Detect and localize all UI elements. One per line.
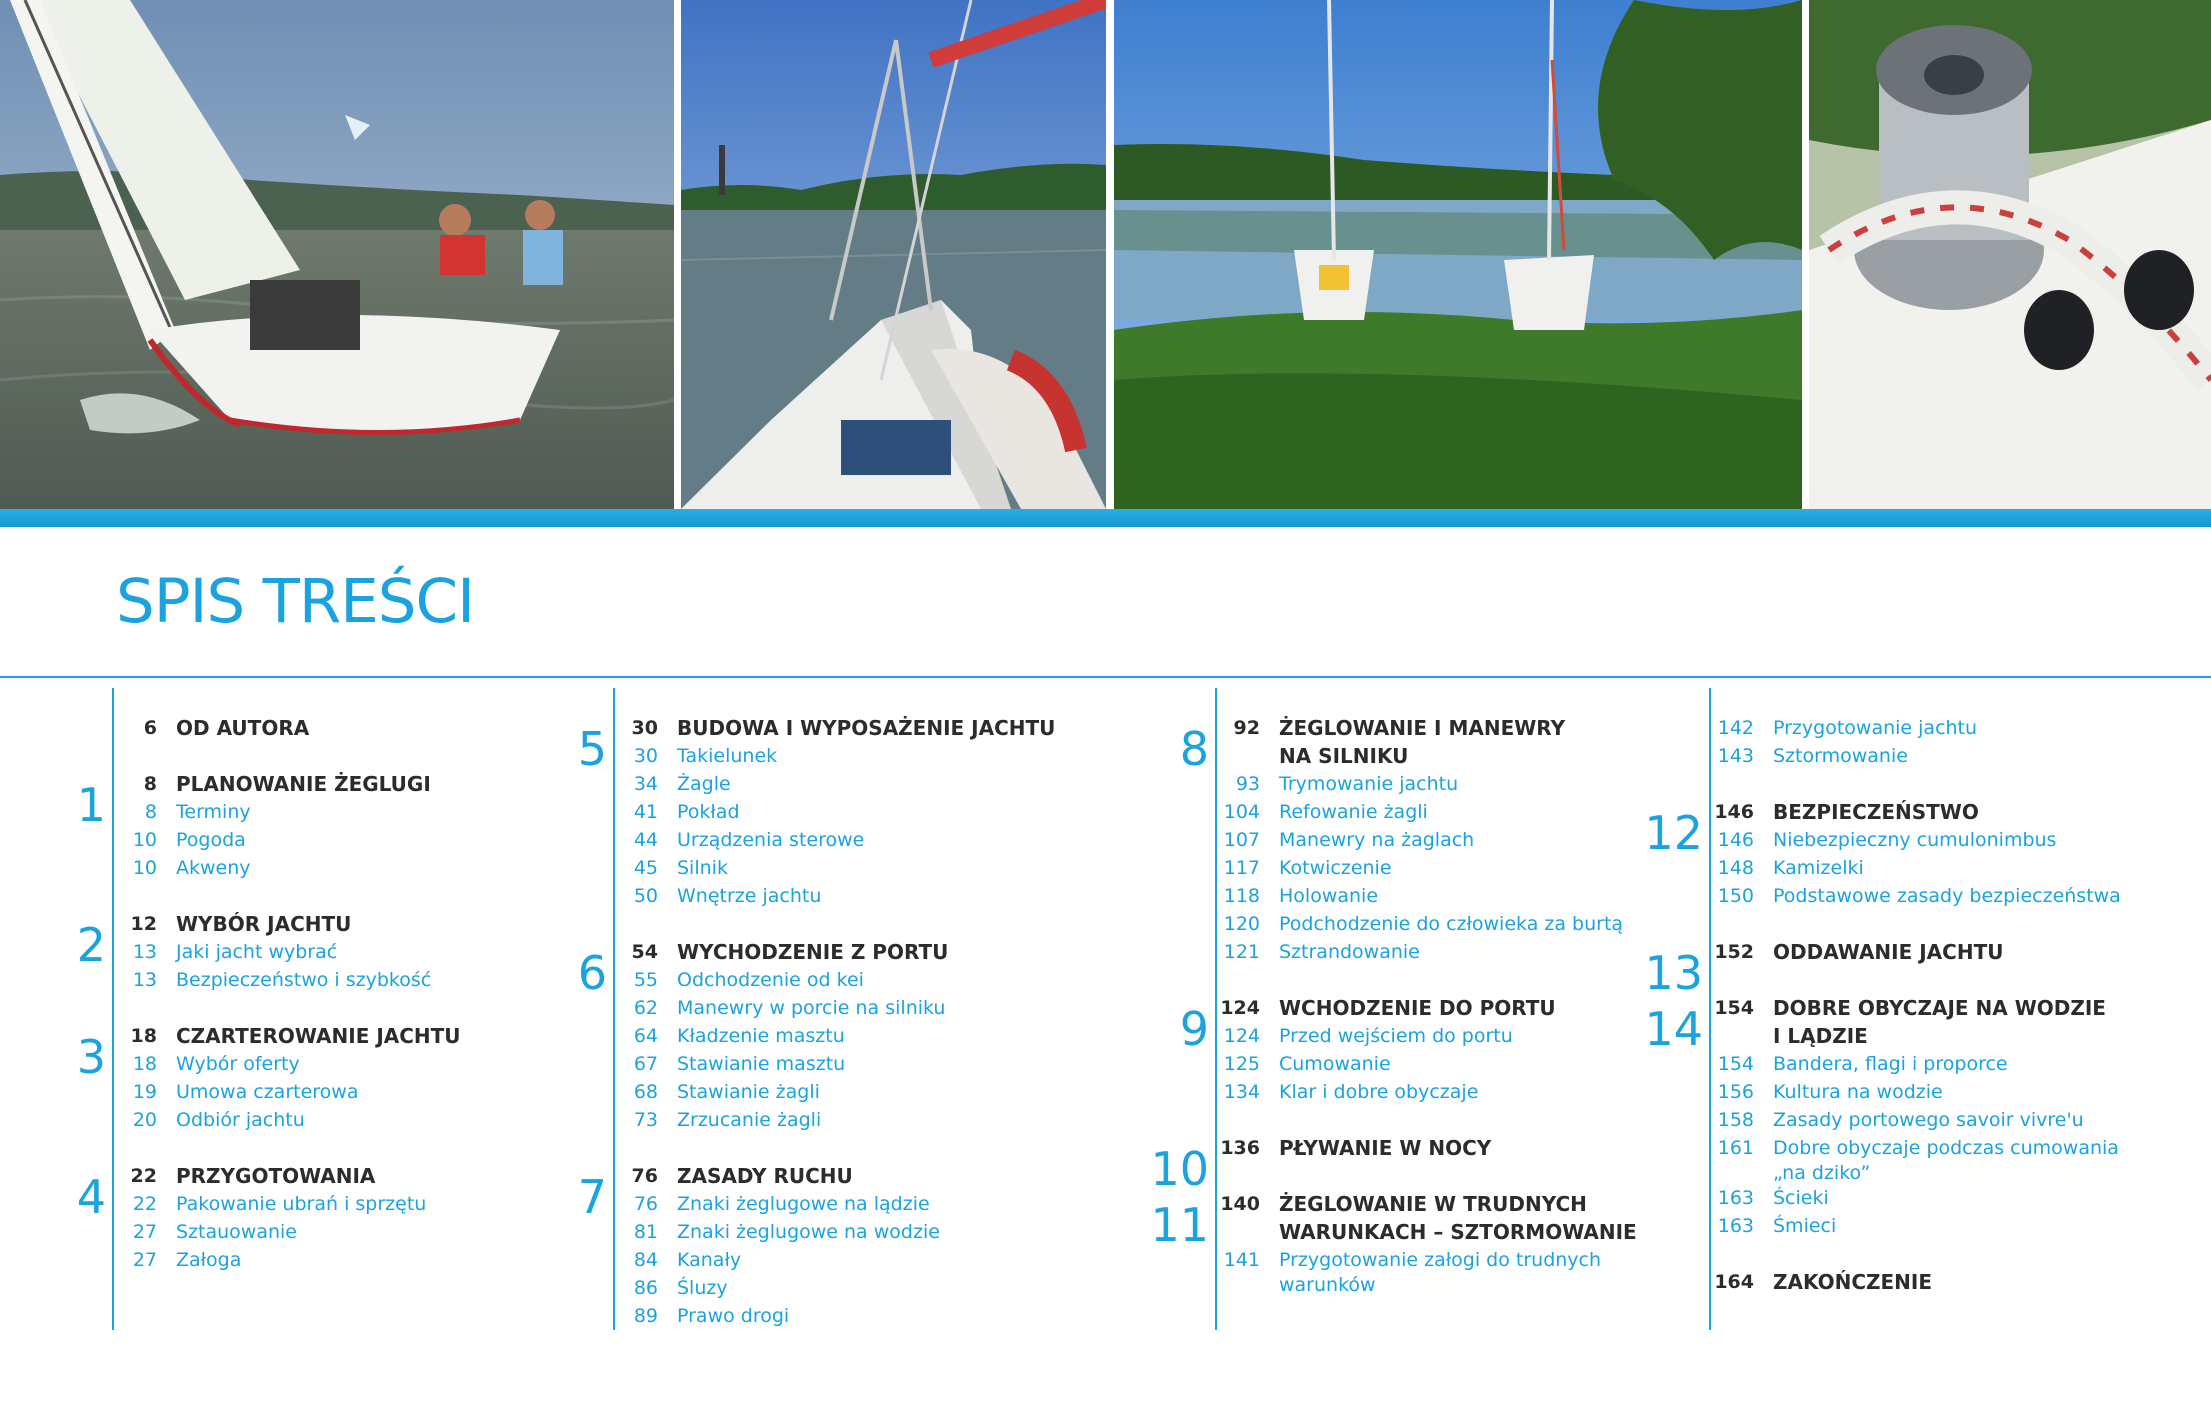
entry-label: Śluzy: [677, 1277, 728, 1299]
entry-label: Odchodzenie od kei: [677, 969, 864, 991]
page-number: 141: [1223, 1249, 1260, 1271]
page-number: 136: [1220, 1137, 1260, 1159]
toc-column-1: [76, 688, 612, 1330]
entry-label: Kładzenie masztu: [677, 1025, 845, 1047]
page-number: 124: [1223, 1025, 1260, 1047]
page-number: 54: [631, 941, 658, 963]
page-number: 158: [1717, 1109, 1754, 1131]
title-divider: [0, 676, 2211, 678]
entry-label: Załoga: [176, 1249, 242, 1271]
page-number: 22: [132, 1193, 157, 1215]
chapter-title: PRZYGOTOWANIA: [176, 1164, 376, 1188]
entry-label: Kamizelki: [1773, 857, 1864, 879]
page-number: 73: [633, 1109, 658, 1131]
chapter-title: WYBÓR JACHTU: [176, 912, 352, 936]
chapter-number: 13: [1644, 946, 1703, 1000]
entry-label-line-2: „na dziko”: [1773, 1162, 1871, 1184]
entry-label: Sztauowanie: [176, 1221, 297, 1243]
entry-label: Dobre obyczaje podczas cumowania: [1773, 1137, 2119, 1159]
entry-label: Kultura na wodzie: [1773, 1081, 1943, 1103]
page-number: 89: [633, 1305, 658, 1327]
page-number: 104: [1223, 801, 1260, 823]
photo-winch-closeup: [1809, 0, 2211, 509]
chapter-title: WYCHODZENIE Z PORTU: [677, 940, 949, 964]
entry-label: Odbiór jachtu: [176, 1109, 305, 1131]
page-number: 118: [1223, 885, 1260, 907]
entry-label: Kotwiczenie: [1279, 857, 1392, 879]
page-number: 50: [633, 885, 658, 907]
page-number: 121: [1223, 941, 1260, 963]
page-number: 12: [130, 913, 157, 935]
page-number: 30: [633, 745, 658, 767]
chapter-title: ZASADY RUCHU: [677, 1164, 853, 1188]
page-number: 27: [132, 1221, 157, 1243]
page-number: 125: [1223, 1053, 1260, 1075]
page-number: 161: [1717, 1137, 1754, 1159]
entry-label: Cumowanie: [1279, 1053, 1391, 1075]
chapter-number: 5: [577, 722, 607, 776]
page-number: 150: [1717, 885, 1754, 907]
entry-label: Niebezpieczny cumulonimbus: [1773, 829, 2057, 851]
chapter-number: 2: [76, 918, 106, 972]
entry-label: Wybór oferty: [176, 1053, 300, 1075]
chapter-number: 14: [1644, 1002, 1703, 1056]
entry-label: Wnętrze jachtu: [677, 885, 822, 907]
entry-label: Ścieki: [1773, 1187, 1829, 1209]
page-number: 30: [631, 717, 658, 739]
chapter-number: 7: [577, 1170, 607, 1224]
page-number: 20: [132, 1109, 157, 1131]
entry-label: Przygotowanie załogi do trudnych: [1279, 1249, 1602, 1271]
page-number: 41: [633, 801, 658, 823]
entry-label: Manewry w porcie na silniku: [677, 997, 946, 1019]
entry-label: Refowanie żagli: [1279, 801, 1428, 823]
page-number: 27: [132, 1249, 157, 1271]
chapter-number: 8: [1179, 722, 1209, 776]
page-number: 44: [633, 829, 658, 851]
entry-label: Trymowanie jachtu: [1279, 773, 1459, 795]
page-number: 86: [633, 1277, 658, 1299]
photo-yachts-moored-shore: [1114, 0, 1802, 509]
page-number: 93: [1235, 773, 1260, 795]
entry-label: Kanały: [677, 1249, 742, 1271]
page-number: 13: [132, 969, 157, 991]
entry-label: Terminy: [176, 801, 251, 823]
entry-label: Zasady portowego savoir vivre'u: [1773, 1109, 2084, 1131]
page-number: 68: [633, 1081, 658, 1103]
page-number: 19: [132, 1081, 157, 1103]
toc-column-2: [577, 688, 1113, 1330]
entry-label-line-2: warunków: [1279, 1274, 1376, 1296]
page-number: 34: [633, 773, 658, 795]
page-number: 76: [631, 1165, 658, 1187]
page-number: 146: [1714, 801, 1754, 823]
photo-sailing-yacht: [0, 0, 674, 509]
entry-label: Znaki żeglugowe na lądzie: [677, 1193, 930, 1215]
chapter-title-line-2: WARUNKACH – SZTORMOWANIE: [1279, 1220, 1637, 1244]
page-number: 18: [132, 1053, 157, 1075]
chapter-title: CZARTEROWANIE JACHTU: [176, 1024, 461, 1048]
entry-label: Prawo drogi: [677, 1305, 790, 1327]
chapter-title-line-2: I LĄDZIE: [1773, 1024, 1868, 1048]
entry-label: Klar i dobre obyczaje: [1279, 1081, 1479, 1103]
entry-label: Śmieci: [1773, 1215, 1837, 1237]
page-number: 45: [633, 857, 658, 879]
chapter-number: 4: [76, 1170, 106, 1224]
entry-label: Takielunek: [677, 745, 778, 767]
chapter-title: PŁYWANIE W NOCY: [1279, 1136, 1492, 1160]
chapter-title: OD AUTORA: [176, 716, 310, 740]
chapter-number: 9: [1179, 1002, 1209, 1056]
page-number: 154: [1717, 1053, 1754, 1075]
page-number: 8: [144, 801, 157, 823]
chapter-title: ŻEGLOWANIE I MANEWRY: [1279, 716, 1566, 740]
entry-label: Bandera, flagi i proporce: [1773, 1053, 2008, 1075]
entry-label: Jaki jacht wybrać: [176, 941, 338, 963]
photo-yacht-bow-lake: [681, 0, 1106, 509]
entry-label: Sztormowanie: [1773, 745, 1908, 767]
entry-label: Silnik: [677, 857, 728, 879]
page-number: 107: [1223, 829, 1260, 851]
entry-label: Znaki żeglugowe na wodzie: [677, 1221, 940, 1243]
entry-label: Pakowanie ubrań i sprzętu: [176, 1193, 427, 1215]
page-number: 92: [1233, 717, 1260, 739]
chapter-title: BEZPIECZEŃSTWO: [1773, 800, 1979, 824]
entry-label: Podstawowe zasady bezpieczeństwa: [1773, 885, 2121, 907]
chapter-number: 1: [76, 778, 106, 832]
chapter-title: BUDOWA I WYPOSAŻENIE JACHTU: [677, 716, 1056, 740]
page-number: 10: [132, 857, 157, 879]
entry-label: Umowa czarterowa: [176, 1081, 359, 1103]
page-number: 140: [1220, 1193, 1260, 1215]
page-number: 84: [633, 1249, 658, 1271]
page-number: 154: [1714, 997, 1754, 1019]
page-number: 62: [633, 997, 658, 1019]
page-number: 142: [1717, 717, 1754, 739]
chapter-number: 10: [1150, 1142, 1209, 1196]
chapter-title: DOBRE OBYCZAJE NA WODZIE: [1773, 996, 2106, 1020]
chapter-number: 6: [577, 946, 607, 1000]
page-number: 10: [132, 829, 157, 851]
chapter-number: 12: [1644, 806, 1703, 860]
page-number: 134: [1223, 1081, 1260, 1103]
page-number: 81: [633, 1221, 658, 1243]
chapter-title: WCHODZENIE DO PORTU: [1279, 996, 1556, 1020]
page-number: 67: [633, 1053, 658, 1075]
page-number: 163: [1717, 1215, 1754, 1237]
entry-label: Stawianie masztu: [677, 1053, 846, 1075]
page-number: 143: [1717, 745, 1754, 767]
chapter-number: 3: [76, 1030, 106, 1084]
page-number: 76: [633, 1193, 658, 1215]
entry-label: Żagle: [677, 773, 731, 795]
page-number: 163: [1717, 1187, 1754, 1209]
header-blue-band: [0, 509, 2211, 527]
entry-label: Przed wejściem do portu: [1279, 1025, 1513, 1047]
chapter-title: ZAKOŃCZENIE: [1773, 1270, 1933, 1294]
entry-label: Stawianie żagli: [677, 1081, 820, 1103]
entry-label: Pogoda: [176, 829, 246, 851]
entry-label: Manewry na żaglach: [1279, 829, 1475, 851]
chapter-title: ODDAWANIE JACHTU: [1773, 940, 2004, 964]
page-number: 117: [1223, 857, 1260, 879]
page-title: SPIS TREŚCI: [116, 566, 475, 637]
page-number: 148: [1717, 857, 1754, 879]
entry-label: Urządzenia sterowe: [677, 829, 865, 851]
entry-label: Pokład: [677, 801, 740, 823]
page-number: 152: [1714, 941, 1754, 963]
entry-label: Przygotowanie jachtu: [1773, 717, 1978, 739]
chapter-title-line-2: NA SILNIKU: [1279, 744, 1409, 768]
page-number: 156: [1717, 1081, 1754, 1103]
page-number: 55: [633, 969, 658, 991]
page-number: 146: [1717, 829, 1754, 851]
chapter-number: 11: [1150, 1198, 1209, 1252]
entry-label: Akweny: [176, 857, 251, 879]
page-number: 6: [143, 717, 157, 739]
entry-label: Podchodzenie do człowieka za burtą: [1279, 913, 1624, 935]
chapter-title: PLANOWANIE ŻEGLUGI: [176, 772, 431, 796]
toc-column-4: [1644, 688, 2209, 1330]
page-number: 124: [1220, 997, 1260, 1019]
page-number: 13: [132, 941, 157, 963]
chapter-title: ŻEGLOWANIE W TRUDNYCH: [1279, 1192, 1587, 1216]
page-number: 164: [1714, 1271, 1754, 1293]
page-number: 64: [633, 1025, 658, 1047]
page-number: 8: [143, 773, 157, 795]
page-number: 22: [130, 1165, 157, 1187]
page-number: 18: [130, 1025, 157, 1047]
page-number: 120: [1223, 913, 1260, 935]
entry-label: Sztrandowanie: [1279, 941, 1420, 963]
entry-label: Holowanie: [1279, 885, 1379, 907]
entry-label: Zrzucanie żagli: [677, 1109, 822, 1131]
entry-label: Bezpieczeństwo i szybkość: [176, 969, 432, 991]
